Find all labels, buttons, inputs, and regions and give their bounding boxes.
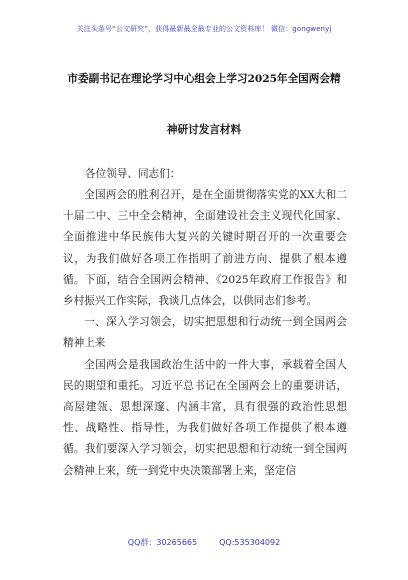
qq-label: QQ:: [219, 538, 235, 547]
qq-group-number: 30265665: [156, 538, 198, 547]
section-heading-1: 一、深入学习领会，切实把思想和行动统一到全国两会精神上来: [63, 316, 347, 350]
document-title-line-1: 市委副书记在理论学习中心组会上学习2025年全国两会精: [67, 73, 341, 85]
header-banner: 关注头条号“公文研究”，获得最新最全最专业的公文资料库！ 微信：gongwenyj: [76, 25, 332, 33]
qq-group-label: QQ群：: [127, 538, 157, 547]
section-1-paragraph: 全国两会是我国政治生活中的一件大事，承载着全国人民的期望和重托。习近平总书记在全国两会上的重要讲话，高屋建瓴、思想深邃、内涵丰富，具有很强的政治性思想性、战略性、指导性，为我们做好各项工作提供了根本遵循。我们要深入学习领会，切实把思想和行动统一到全国两会精神上来，统一到党中央决策部署上来，坚定信: [63, 358, 347, 477]
intro-paragraph: 全国两会的胜利召开，是在全面贯彻落实党的XX大和二十届二中、三中全会精神，全面建设社会主义现代化国家、全面推进中华民族伟大复兴的关键时期召开的一次重要会议，为我们做好各项工作指明了前进方向、提供了根本遵循。下面，结合全国两会精神、《2025年政府工作报告》和乡村振兴工作实际，我谈几点体会，以供同志们参考。: [63, 189, 347, 308]
document-body: [63, 185, 347, 482]
document-title-line-2: 神研讨发言材料: [166, 124, 242, 136]
salutation: 各位领导、同志们：: [85, 168, 181, 180]
qq-number: 535304092: [234, 538, 281, 547]
footer-contact: [0, 537, 408, 548]
